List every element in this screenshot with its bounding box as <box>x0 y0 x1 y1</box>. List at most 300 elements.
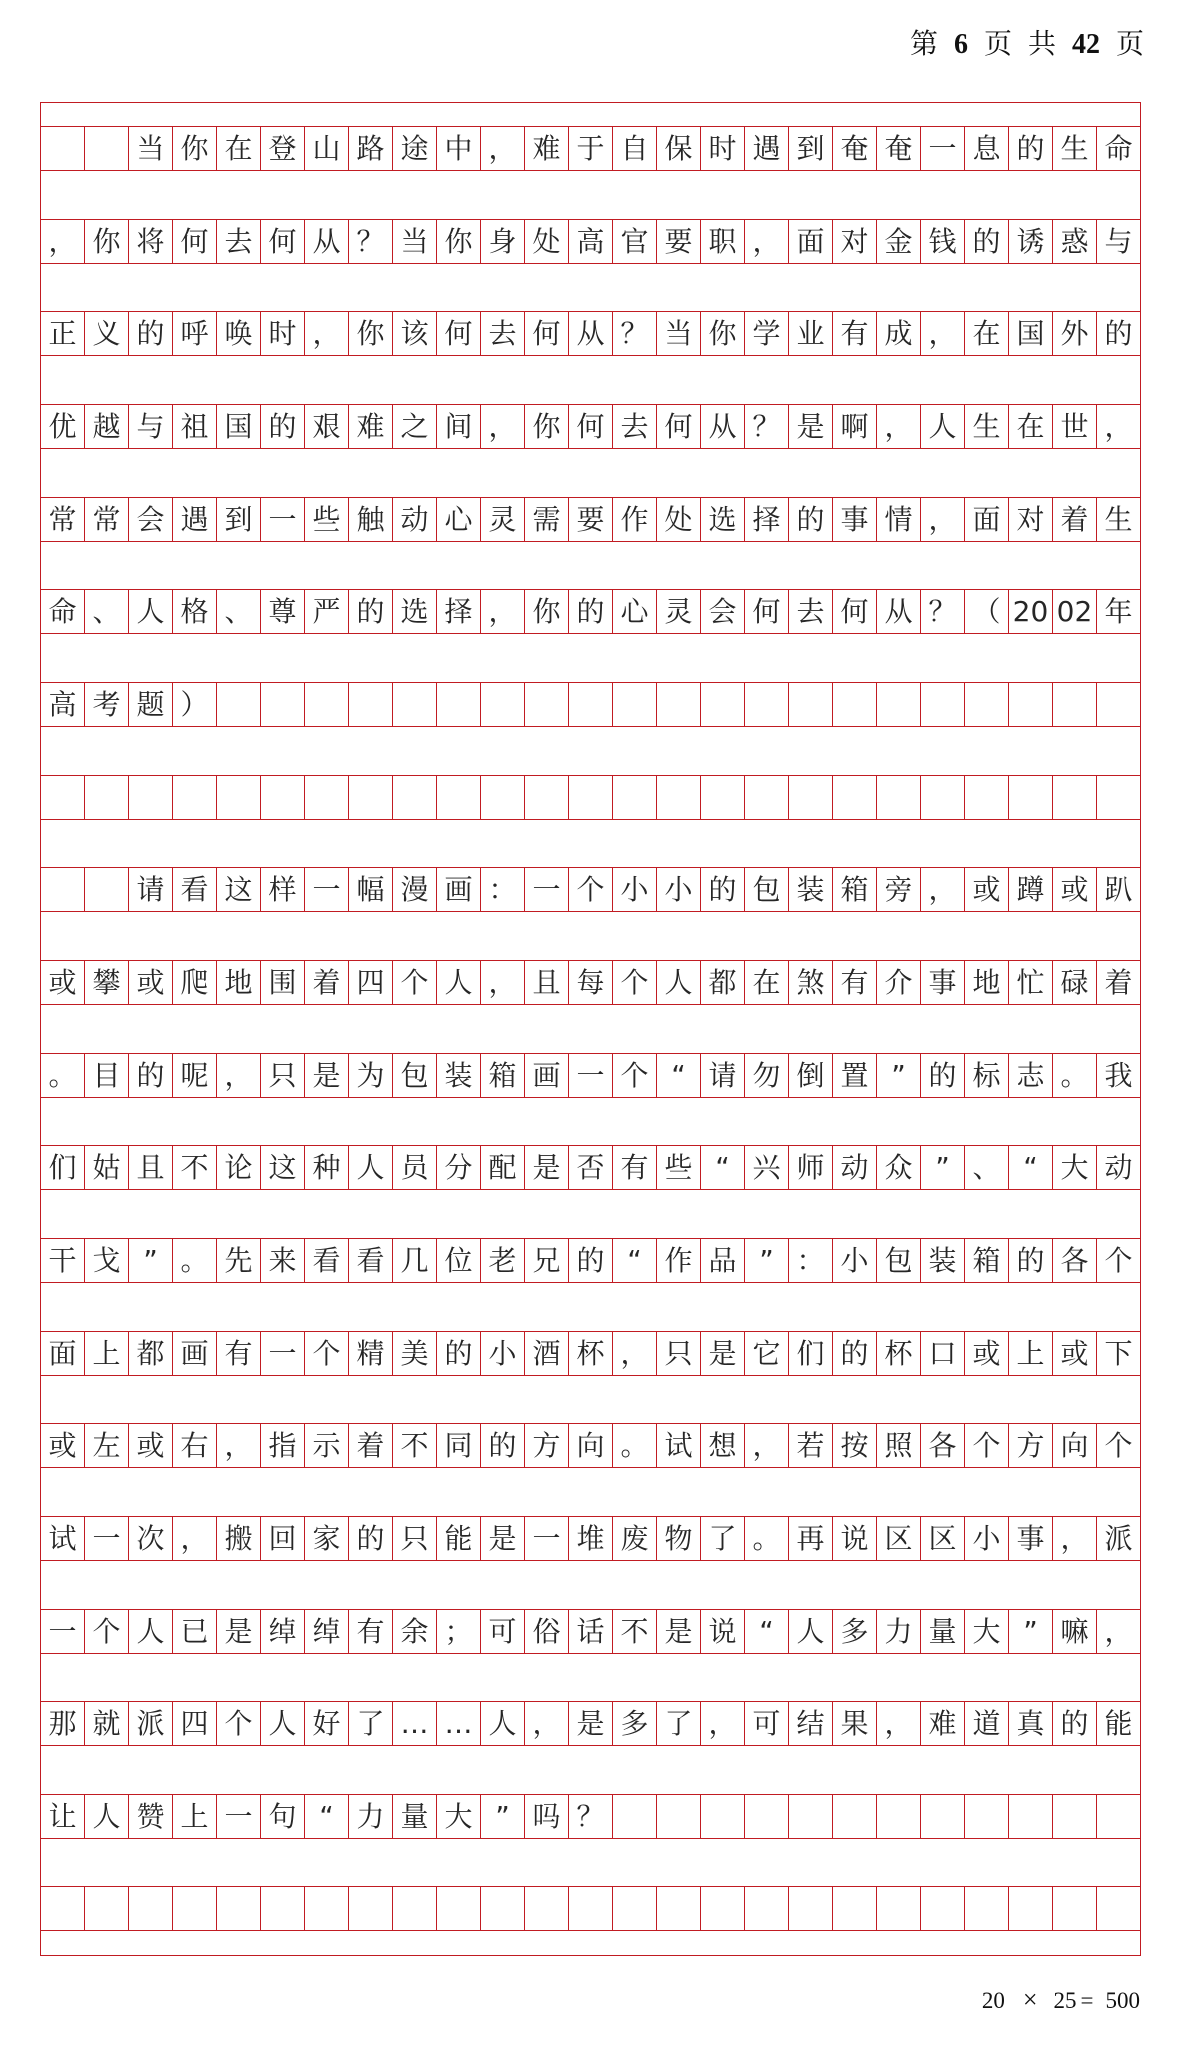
grid-cell: 不 <box>613 1610 657 1653</box>
grid-cell: 下 <box>1104 1336 1133 1370</box>
grid-cell <box>613 683 657 726</box>
grid-cell <box>1009 776 1053 819</box>
grid-cell: 有 <box>217 1332 261 1375</box>
grid-cell <box>481 1887 525 1930</box>
grid-cell: 力 <box>877 1610 921 1653</box>
grid-cell: 。 <box>173 1239 217 1282</box>
grid-cell: 画 <box>525 1054 569 1097</box>
grid-cell <box>41 1887 85 1930</box>
grid-cell: 倒 <box>789 1054 833 1097</box>
grid-cell: 你 <box>437 220 481 263</box>
grid-cell: 区 <box>877 1517 921 1560</box>
grid-cell <box>965 1795 1009 1838</box>
grid-cell: ， <box>745 220 789 263</box>
grid-cell <box>745 776 789 819</box>
grid-cell <box>349 683 393 726</box>
grid-cell: 赞 <box>129 1795 173 1838</box>
grid-cell: 啊 <box>833 405 877 448</box>
grid-cell <box>789 776 833 819</box>
grid-cell <box>657 1887 701 1930</box>
grid-cell: 上 <box>85 1332 129 1375</box>
grid-cell: 国 <box>217 405 261 448</box>
grid-cell: 个 <box>1104 1429 1133 1463</box>
grid-cell: 说 <box>701 1610 745 1653</box>
page-prefix: 第 <box>909 29 938 60</box>
grid-cell: 或 <box>129 1424 173 1467</box>
grid-cell <box>569 776 613 819</box>
grid-cell: 到 <box>789 127 833 170</box>
grid-cell <box>217 1887 261 1930</box>
grid-cell: 个 <box>613 1054 657 1097</box>
grid-cell: 介 <box>877 961 921 1004</box>
grid-cell <box>789 683 833 726</box>
grid-cell <box>173 1887 217 1930</box>
grid-cell: 果 <box>833 1702 877 1745</box>
grid-cell <box>393 1887 437 1930</box>
grid-cell: 正 <box>41 312 85 355</box>
grid-cell: 回 <box>261 1517 305 1560</box>
grid-cell: 的 <box>921 1054 965 1097</box>
grid-cell: 难 <box>921 1702 965 1745</box>
grid-cell: 该 <box>393 312 437 355</box>
grid-cell: ， <box>481 405 525 448</box>
grid-cell: 分 <box>437 1146 481 1189</box>
grid-cell <box>41 776 85 819</box>
grid-cell <box>701 683 745 726</box>
grid-cell <box>1053 1795 1097 1838</box>
grid-cell: 的 <box>349 590 393 633</box>
grid-cell: 、 <box>965 1146 1009 1189</box>
grid-cell: 外 <box>1053 312 1097 355</box>
grid-cell <box>701 1795 745 1838</box>
grid-cell <box>41 127 85 170</box>
grid-cell: 俗 <box>525 1610 569 1653</box>
grid-cell: 大 <box>1053 1146 1097 1189</box>
grid-cell: ？ <box>613 312 657 355</box>
grid-cell <box>833 1795 877 1838</box>
grid-cell: 口 <box>921 1332 965 1375</box>
grid-cell: 不 <box>173 1146 217 1189</box>
grid-row <box>41 1145 1140 1190</box>
grid-cell: 或 <box>129 961 173 1004</box>
grid-cell <box>1009 1887 1053 1930</box>
grid-cell: 老 <box>481 1239 525 1282</box>
grid-cell: 于 <box>569 127 613 170</box>
grid-cell: 们 <box>41 1146 85 1189</box>
grid-cell: 四 <box>349 961 393 1004</box>
grid-cell: 兄 <box>525 1239 569 1282</box>
grid-cell: 会 <box>129 498 173 541</box>
grid-cell: 的 <box>569 590 613 633</box>
grid-cell: 只 <box>261 1054 305 1097</box>
grid-cell: 派 <box>1104 1521 1133 1555</box>
grid-cell <box>613 1887 657 1930</box>
grid-cell: 小 <box>481 1332 525 1375</box>
grid-cell: 在 <box>745 961 789 1004</box>
grid-cell: 一 <box>217 1795 261 1838</box>
grid-cell: 小 <box>965 1517 1009 1560</box>
grid-cell <box>1009 683 1053 726</box>
grid-cell: 一 <box>305 868 349 911</box>
grid-row <box>41 219 1140 264</box>
grid-cell: 小 <box>613 868 657 911</box>
grid-cell: 题 <box>129 683 173 726</box>
grid-cell: ， <box>921 498 965 541</box>
grid-cell: ： <box>481 868 525 911</box>
grid-cell: 幅 <box>349 868 393 911</box>
grid-cell: 从 <box>569 312 613 355</box>
grid-cell: “ <box>657 1054 701 1097</box>
grid-cell: 配 <box>481 1146 525 1189</box>
grid-cell: 或 <box>1053 868 1097 911</box>
grid-cell <box>789 1887 833 1930</box>
grid-cell: 一 <box>41 1610 85 1653</box>
grid-cell <box>437 776 481 819</box>
grid-cell: 动 <box>1104 1151 1133 1185</box>
grid-cell: ？ <box>569 1795 613 1838</box>
grid-total-cells: 500 <box>1105 1988 1140 2013</box>
grid-cell <box>877 1887 921 1930</box>
grid-cell: 画 <box>173 1332 217 1375</box>
grid-cell: 何 <box>437 312 481 355</box>
grid-row <box>41 497 1140 542</box>
grid-cell: 人 <box>789 1610 833 1653</box>
grid-cell: 的 <box>129 1054 173 1097</box>
grid-row <box>41 126 1140 171</box>
grid-cell: 严 <box>305 590 349 633</box>
grid-cell: ” <box>1009 1610 1053 1653</box>
grid-cell: 人 <box>129 1610 173 1653</box>
grid-cell: 常 <box>41 498 85 541</box>
grid-cell <box>525 683 569 726</box>
grid-cell: 余 <box>393 1610 437 1653</box>
grid-cell: ； <box>437 1610 481 1653</box>
grid-cell: 旁 <box>877 868 921 911</box>
grid-cell <box>877 1795 921 1838</box>
grid-cell: 事 <box>1009 1517 1053 1560</box>
grid-cell <box>1053 776 1097 819</box>
grid-cell: 多 <box>613 1702 657 1745</box>
grid-cell: 人 <box>261 1702 305 1745</box>
grid-cell: 或 <box>965 868 1009 911</box>
grid-cell: 从 <box>877 590 921 633</box>
grid-cell <box>305 683 349 726</box>
grid-cell: 已 <box>173 1610 217 1653</box>
grid-cell <box>525 1887 569 1930</box>
grid-cell: 些 <box>657 1146 701 1189</box>
grid-cell: 金 <box>877 220 921 263</box>
grid-cell: ， <box>877 405 921 448</box>
grid-cell: 量 <box>921 1610 965 1653</box>
grid-cell: 要 <box>569 498 613 541</box>
grid-cell: 大 <box>437 1795 481 1838</box>
grid-cell: 了 <box>657 1702 701 1745</box>
grid-cell: ， <box>481 590 525 633</box>
grid-cell: 攀 <box>85 961 129 1004</box>
grid-cell: 搬 <box>217 1517 261 1560</box>
grid-cell: … <box>393 1702 437 1745</box>
grid-cell <box>129 1887 173 1930</box>
grid-cell: 高 <box>569 220 613 263</box>
grid-cell: ， <box>745 1424 789 1467</box>
grid-cell: 趴 <box>1104 873 1133 907</box>
grid-cell: 考 <box>85 683 129 726</box>
grid-cell: 爬 <box>173 961 217 1004</box>
grid-cell <box>525 776 569 819</box>
grid-cell: 动 <box>833 1146 877 1189</box>
grid-cell: 干 <box>41 1239 85 1282</box>
grid-cell: ” <box>481 1795 525 1838</box>
grid-cell: ？ <box>921 590 965 633</box>
grid-cell: 从 <box>305 220 349 263</box>
grid-cell: 话 <box>569 1610 613 1653</box>
grid-cell: 的 <box>349 1517 393 1560</box>
grid-row <box>41 1238 1140 1283</box>
times-sign: × <box>1022 1985 1038 2014</box>
grid-cell: 吗 <box>525 1795 569 1838</box>
grid-cell <box>85 776 129 819</box>
grid-cell: 的 <box>129 312 173 355</box>
grid-row <box>41 311 1140 356</box>
grid-cell: 保 <box>657 127 701 170</box>
grid-cell: 酒 <box>525 1332 569 1375</box>
grid-cell: 试 <box>657 1424 701 1467</box>
grid-cell: 多 <box>833 1610 877 1653</box>
grid-cell <box>305 776 349 819</box>
grid-cell: 动 <box>393 498 437 541</box>
grid-cell: 是 <box>657 1610 701 1653</box>
grid-cell: 个 <box>569 868 613 911</box>
grid-cell: 请 <box>129 868 173 911</box>
grid-cell <box>261 683 305 726</box>
grid-cell: 的 <box>789 498 833 541</box>
grid-cell: 各 <box>1053 1239 1097 1282</box>
grid-cell: 装 <box>921 1239 965 1282</box>
grid-cell: 示 <box>305 1424 349 1467</box>
grid-cell: 小 <box>657 868 701 911</box>
grid-cell: 呢 <box>173 1054 217 1097</box>
grid-cell <box>657 683 701 726</box>
grid-cell: 何 <box>261 220 305 263</box>
grid-cell: 面 <box>41 1332 85 1375</box>
grid-cell: 员 <box>393 1146 437 1189</box>
grid-cell: 且 <box>129 1146 173 1189</box>
grid-cell: 种 <box>305 1146 349 1189</box>
grid-capacity-footer <box>982 1985 1140 2015</box>
grid-cell: 试 <box>41 1517 85 1560</box>
grid-cell: 钱 <box>921 220 965 263</box>
grid-cell: 之 <box>393 405 437 448</box>
grid-cell <box>261 1887 305 1930</box>
grid-cell: 的 <box>1053 1702 1097 1745</box>
grid-cell: 格 <box>173 590 217 633</box>
grid-cell <box>833 1887 877 1930</box>
grid-cell: 与 <box>129 405 173 448</box>
grid-row <box>41 1794 1140 1839</box>
grid-cell: 着 <box>349 1424 393 1467</box>
grid-cell: 方 <box>1009 1424 1053 1467</box>
grid-cell: 人 <box>921 405 965 448</box>
grid-cell <box>217 776 261 819</box>
grid-cell: 杯 <box>569 1332 613 1375</box>
grid-cell <box>1097 1795 1140 1838</box>
grid-cell: 一 <box>569 1054 613 1097</box>
grid-cell: 你 <box>701 312 745 355</box>
grid-cell: 你 <box>85 220 129 263</box>
grid-cell: 样 <box>261 868 305 911</box>
grid-cell: 心 <box>613 590 657 633</box>
grid-cell: … <box>437 1702 481 1745</box>
grid-cell <box>437 683 481 726</box>
grid-cell: 位 <box>437 1239 481 1282</box>
grid-cell: 作 <box>613 498 657 541</box>
grid-cell: 且 <box>525 961 569 1004</box>
grid-cell: ， <box>613 1332 657 1375</box>
grid-cell: 是 <box>305 1054 349 1097</box>
grid-cell: 着 <box>305 961 349 1004</box>
grid-cell: 在 <box>965 312 1009 355</box>
grid-cell: 小 <box>833 1239 877 1282</box>
grid-cell: 上 <box>173 1795 217 1838</box>
grid-cell: 或 <box>1053 1332 1097 1375</box>
grid-cell: 右 <box>173 1424 217 1467</box>
grid-cell: 煞 <box>789 961 833 1004</box>
grid-cell: 地 <box>217 961 261 1004</box>
grid-cell: 有 <box>833 961 877 1004</box>
grid-cell: 要 <box>657 220 701 263</box>
grid-cell: 上 <box>1009 1332 1053 1375</box>
grid-row <box>41 867 1140 912</box>
grid-cell: 官 <box>613 220 657 263</box>
grid-cell: 个 <box>85 1610 129 1653</box>
grid-cell: 在 <box>217 127 261 170</box>
grid-cell: 师 <box>789 1146 833 1189</box>
grid-cell <box>481 683 525 726</box>
grid-cell: 何 <box>833 590 877 633</box>
grid-cell: 义 <box>85 312 129 355</box>
grid-cell: 命 <box>41 590 85 633</box>
grid-cell <box>85 1887 129 1930</box>
grid-cell: 的 <box>1009 127 1053 170</box>
grid-cell: ， <box>701 1702 745 1745</box>
grid-cell: ” <box>129 1239 173 1282</box>
grid-cell: 的 <box>569 1239 613 1282</box>
grid-cell: “ <box>305 1795 349 1838</box>
grid-cell: ” <box>877 1054 921 1097</box>
grid-cell: 是 <box>525 1146 569 1189</box>
grid-cell: 想 <box>701 1424 745 1467</box>
grid-cell: 们 <box>789 1332 833 1375</box>
grid-cell: 个 <box>393 961 437 1004</box>
grid-cell <box>745 683 789 726</box>
grid-cell: 学 <box>745 312 789 355</box>
manuscript-grid <box>40 102 1141 1956</box>
grid-cell: 结 <box>789 1702 833 1745</box>
grid-row <box>41 1886 1140 1931</box>
grid-row <box>41 682 1140 727</box>
grid-cell: 的 <box>1104 317 1133 351</box>
grid-cell: ， <box>481 961 525 1004</box>
grid-cell: 登 <box>261 127 305 170</box>
grid-cell: 力 <box>349 1795 393 1838</box>
grid-cell: 个 <box>965 1424 1009 1467</box>
grid-cell: 志 <box>1009 1054 1053 1097</box>
grid-cell: ， <box>1053 1517 1097 1560</box>
grid-cell: 年 <box>1104 595 1133 629</box>
grid-cell: “ <box>701 1146 745 1189</box>
grid-cell: 人 <box>85 1795 129 1838</box>
grid-cell: 的 <box>261 405 305 448</box>
grid-cell: 包 <box>877 1239 921 1282</box>
grid-cell: 碌 <box>1053 961 1097 1004</box>
grid-cell: 次 <box>129 1517 173 1560</box>
grid-cell: 你 <box>525 405 569 448</box>
grid-cell: 职 <box>701 220 745 263</box>
grid-cell: （ <box>965 590 1009 633</box>
grid-cell: 个 <box>305 1332 349 1375</box>
grid-cell: 堆 <box>569 1517 613 1560</box>
grid-cell: 向 <box>1053 1424 1097 1467</box>
grid-cell: 何 <box>745 590 789 633</box>
grid-cell: 一 <box>525 868 569 911</box>
grid-cell: ？ <box>745 405 789 448</box>
grid-cell: ， <box>481 127 525 170</box>
grid-cell: 箱 <box>833 868 877 911</box>
grid-cell: 再 <box>789 1517 833 1560</box>
grid-cell <box>349 1887 393 1930</box>
grid-cell: 在 <box>1009 405 1053 448</box>
grid-cell: 面 <box>789 220 833 263</box>
grid-cell: 命 <box>1104 132 1133 165</box>
grid-cell: 当 <box>129 127 173 170</box>
grid-cell: 奄 <box>833 127 877 170</box>
grid-cell <box>701 1887 745 1930</box>
grid-cell: 为 <box>349 1054 393 1097</box>
grid-cell: 绰 <box>305 1610 349 1653</box>
grid-cell <box>965 776 1009 819</box>
grid-cell: 漫 <box>393 868 437 911</box>
grid-cell: 标 <box>965 1054 1009 1097</box>
grid-cell <box>437 1887 481 1930</box>
grid-cell: 择 <box>745 498 789 541</box>
grid-cell: 是 <box>481 1517 525 1560</box>
grid-cell: 时 <box>261 312 305 355</box>
grid-cell: 否 <box>569 1146 613 1189</box>
grid-cell: ） <box>173 683 217 726</box>
grid-cell: 业 <box>789 312 833 355</box>
of-label: 共 <box>1027 29 1056 60</box>
grid-cell: 可 <box>481 1610 525 1653</box>
grid-cell: 面 <box>965 498 1009 541</box>
grid-cell: 了 <box>701 1517 745 1560</box>
grid-cell: 人 <box>657 961 701 1004</box>
grid-cell: 个 <box>613 961 657 1004</box>
grid-cell: ， <box>217 1054 261 1097</box>
grid-cell: 尊 <box>261 590 305 633</box>
grid-cell: 会 <box>701 590 745 633</box>
grid-cell: 家 <box>305 1517 349 1560</box>
grid-cell <box>393 683 437 726</box>
grid-cell: 或 <box>965 1332 1009 1375</box>
grid-cell <box>85 127 129 170</box>
grid-cell: 只 <box>393 1517 437 1560</box>
grid-column-count: 25 <box>1053 1988 1077 2013</box>
grid-cell: 都 <box>701 961 745 1004</box>
grid-row <box>41 960 1140 1005</box>
grid-cell: 句 <box>261 1795 305 1838</box>
grid-cell: 包 <box>393 1054 437 1097</box>
grid-cell: 、 <box>217 590 261 633</box>
